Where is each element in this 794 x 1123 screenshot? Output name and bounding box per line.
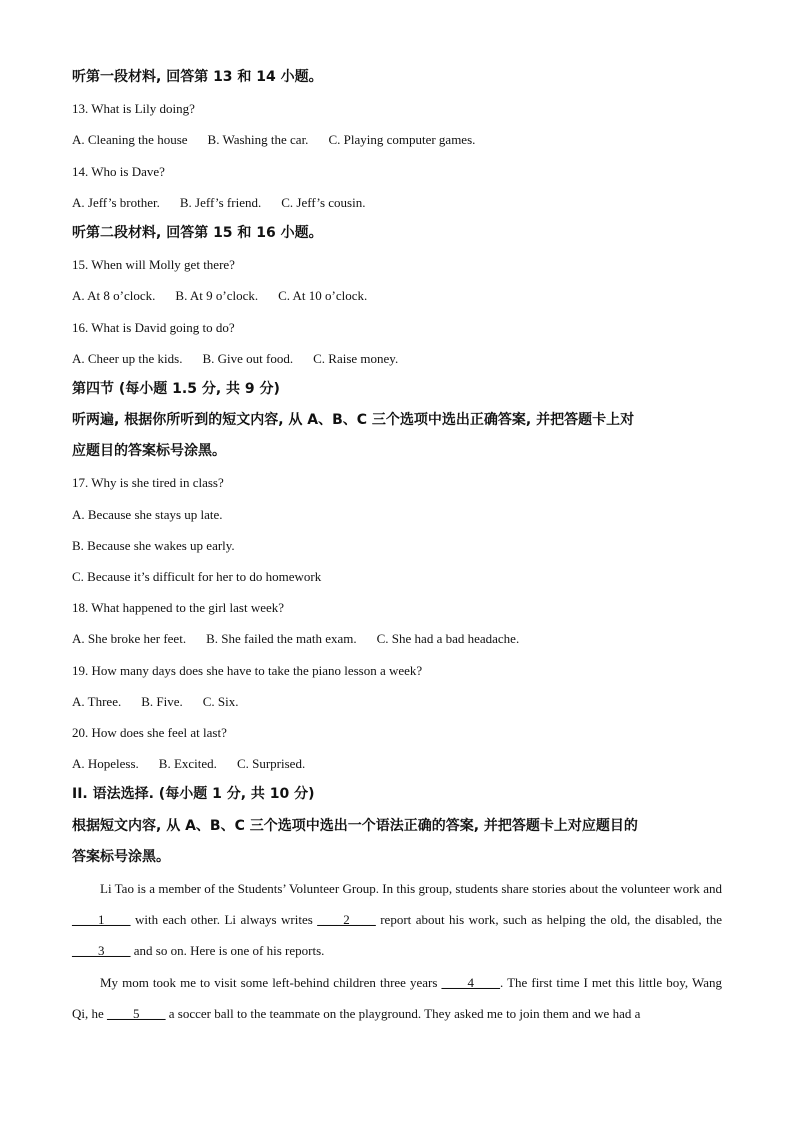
answer-option[interactable]: A. Jeff’s brother.	[72, 194, 160, 210]
answer-option[interactable]: B. Jeff’s friend.	[179, 194, 262, 210]
passage	[72, 873, 722, 1029]
passage-text: report about his work, such as helping the old, the disabled, the	[375, 912, 722, 928]
question-text: 15. When will Molly get there?	[72, 257, 235, 273]
option-row	[72, 280, 722, 311]
section-heading: 听两遍, 根据你所听到的短文内容, 从 A、B、C 三个选项中选出正确答案, 并把答题卡上对	[72, 412, 635, 429]
exam-page	[72, 62, 722, 873]
question-text: B. Because she wakes up early.	[72, 537, 235, 553]
blank-2[interactable]: ____2____	[317, 912, 376, 928]
answer-option[interactable]: A. Hopeless.	[72, 756, 139, 772]
question-text: 14. Who is Dave?	[72, 163, 165, 179]
option-row	[72, 686, 722, 717]
answer-option[interactable]: B. Five.	[141, 693, 183, 709]
answer-option[interactable]: C. She had a bad headache.	[376, 631, 520, 647]
question-text: 17. Why is she tired in class?	[72, 475, 224, 491]
answer-option[interactable]: A. At 8 o’clock.	[72, 288, 156, 304]
answer-option[interactable]: B. Excited.	[158, 756, 217, 772]
section-heading: 听第一段材料, 回答第 13 和 14 小题。	[72, 69, 323, 85]
answer-option[interactable]: B. At 9 o’clock.	[175, 288, 259, 304]
answer-option[interactable]: C. At 10 o’clock.	[278, 288, 368, 304]
answer-option[interactable]: A. Cheer up the kids.	[72, 350, 183, 366]
answer-option[interactable]: C. Surprised.	[236, 756, 306, 772]
blank-4[interactable]: ____4____	[441, 974, 500, 990]
section-heading: 听第二段材料, 回答第 15 和 16 小题。	[72, 224, 323, 241]
answer-option[interactable]: A. Three.	[72, 693, 122, 709]
answer-option[interactable]: C. Playing computer games.	[328, 132, 476, 148]
answer-option[interactable]: C. Raise money.	[313, 350, 399, 366]
passage-paragraph-2	[72, 967, 722, 1029]
passage-text: Li Tao is a member of the Students’ Volunteer Group. In this group, students share stories about the volunteer work and	[100, 881, 722, 896]
section-heading: 第四节 (每小题 1.5 分, 共 9 分)	[72, 380, 280, 397]
question-text: 20. How does she feel at last?	[72, 724, 227, 740]
question-text: C. Because it’s difficult for her to do homework	[72, 569, 322, 584]
section-heading: 答案标号涂黑。	[72, 848, 170, 865]
blank-3[interactable]: ____3____	[72, 943, 131, 959]
passage-text: with each other. Li always writes	[130, 912, 318, 928]
blank-5[interactable]: ____5____	[107, 1005, 166, 1021]
question-text: 13. What is Lily doing?	[72, 101, 195, 117]
question-text: 18. What happened to the girl last week?	[72, 600, 285, 616]
passage-paragraph-1	[72, 873, 722, 967]
question-text: 19. How many days does she have to take the piano lesson a week?	[72, 662, 423, 678]
answer-option[interactable]: B. Give out food.	[202, 350, 294, 366]
blank-1[interactable]: ____1____	[72, 912, 131, 928]
passage-text: and so on. Here is one of his reports.	[130, 943, 325, 959]
option-row	[72, 187, 722, 218]
answer-option[interactable]: C. Six.	[202, 693, 239, 709]
answer-option[interactable]: A. Cleaning the house	[72, 132, 188, 148]
section-heading: II. 语法选择. (每小题 1 分, 共 10 分)	[72, 786, 315, 803]
option-row	[72, 623, 722, 654]
section-heading: 应题目的答案标号涂黑。	[72, 443, 226, 460]
question-text: 16. What is David going to do?	[72, 319, 235, 335]
answer-option[interactable]: A. She broke her feet.	[72, 631, 187, 647]
answer-option[interactable]: B. Washing the car.	[207, 132, 309, 148]
option-row	[72, 124, 722, 155]
passage-text: a soccer ball to the teammate on the playground. They asked me to join them and we had a	[165, 1005, 641, 1021]
passage-text: . The first time I met this little boy, Wang Qi, he	[72, 974, 722, 1021]
passage-text: My mom took me to visit some left-behind children three years	[100, 974, 442, 990]
option-row	[72, 748, 722, 779]
answer-option[interactable]: C. Jeff’s cousin.	[281, 194, 366, 210]
option-row	[72, 343, 722, 374]
section-heading: 根据短文内容, 从 A、B、C 三个选项中选出一个语法正确的答案, 并把答题卡上对应题目的	[72, 817, 638, 834]
answer-option[interactable]: B. She failed the math exam.	[206, 631, 357, 647]
question-text: A. Because she stays up late.	[72, 506, 223, 522]
